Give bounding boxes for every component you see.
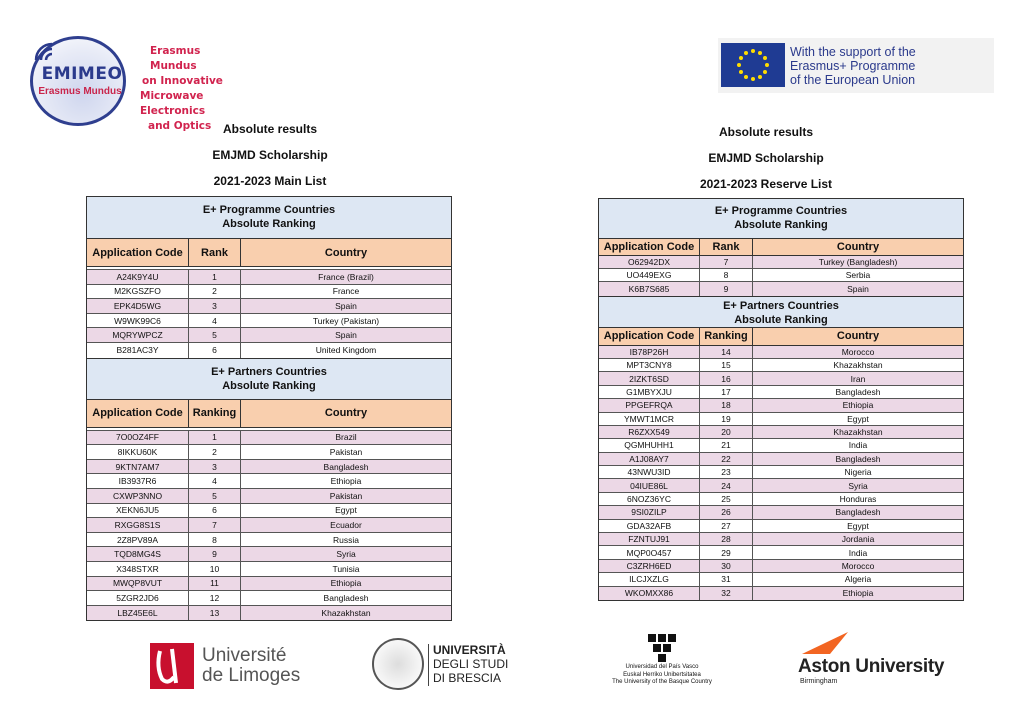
section-title: E+ Programme Countries bbox=[714, 205, 848, 217]
table-row bbox=[87, 328, 451, 343]
cell-country: Bangladesh bbox=[240, 460, 451, 474]
cell-rank: 6 bbox=[188, 504, 240, 518]
cell-rank: 27 bbox=[699, 520, 752, 532]
table-row bbox=[87, 431, 451, 446]
cell-application-code: M2KGSZFO bbox=[114, 286, 161, 297]
aston-logo-text: Aston University bbox=[798, 656, 945, 677]
col-rank: Rank bbox=[188, 239, 240, 266]
cell-rank: 2 bbox=[188, 445, 240, 459]
table-row bbox=[599, 346, 963, 359]
cell-rank: 5 bbox=[188, 489, 240, 503]
cell-country: Jordania bbox=[752, 533, 963, 545]
cell-application-code: MQP0O457 bbox=[626, 547, 672, 558]
cell-rank: 14 bbox=[699, 346, 752, 358]
aston-logo-sub: Birmingham bbox=[800, 678, 838, 685]
col-country: Country bbox=[240, 400, 451, 427]
cell-application-code: C3ZRH6ED bbox=[626, 561, 672, 571]
table-row bbox=[87, 533, 451, 548]
programme-rows bbox=[599, 256, 963, 296]
table-row bbox=[87, 518, 451, 533]
eu-line: Erasmus+ Programme bbox=[790, 59, 916, 73]
table-row bbox=[87, 591, 451, 606]
reserve-list-table bbox=[598, 198, 964, 601]
cell-application-code: W9WK99C6 bbox=[114, 315, 161, 326]
left-heading-line3: 2021-2023 Main List bbox=[213, 174, 327, 188]
cell-country: Morocco bbox=[752, 560, 963, 572]
table-row bbox=[599, 386, 963, 399]
table-row bbox=[599, 506, 963, 519]
cell-application-code: 04IUE86L bbox=[630, 480, 668, 491]
table-row bbox=[599, 466, 963, 479]
section-title: E+ Partners Countries bbox=[723, 299, 839, 312]
cell-application-code: 8IKKU60K bbox=[117, 446, 158, 457]
cell-country: India bbox=[752, 439, 963, 451]
emimeo-logo bbox=[28, 34, 133, 129]
cell-country: Serbia bbox=[752, 269, 963, 281]
partners-column-header bbox=[87, 400, 451, 428]
main-list-table bbox=[86, 196, 452, 621]
cell-rank: 1 bbox=[188, 270, 240, 284]
cell-country: Egypt bbox=[752, 413, 963, 425]
cell-rank: 4 bbox=[188, 474, 240, 488]
table-row bbox=[599, 413, 963, 426]
cell-country: Khazakhstan bbox=[752, 426, 963, 438]
section-subtitle: Absolute Ranking bbox=[222, 379, 316, 392]
table-row bbox=[599, 560, 963, 573]
cell-application-code: 9SI0ZILP bbox=[631, 507, 667, 518]
cell-country: Ethiopia bbox=[240, 577, 451, 591]
cell-country: Tunisia bbox=[240, 562, 451, 576]
cell-rank: 15 bbox=[699, 359, 752, 371]
col-country: Country bbox=[752, 239, 963, 255]
cell-country: Algeria bbox=[752, 573, 963, 585]
cell-rank: 3 bbox=[188, 460, 240, 474]
col-rank: Rank bbox=[699, 239, 752, 255]
eu-support-text bbox=[790, 45, 990, 87]
section-title: E+ Partners Countries bbox=[211, 365, 327, 378]
cell-country: Honduras bbox=[752, 493, 963, 505]
col-application-code: Application Code bbox=[92, 407, 183, 420]
table-row bbox=[87, 474, 451, 489]
tagline-line: on Innovative bbox=[142, 75, 223, 87]
cell-country: Turkey (Pakistan) bbox=[240, 314, 451, 328]
table-row bbox=[599, 453, 963, 466]
cell-rank: 9 bbox=[188, 547, 240, 561]
table-row bbox=[87, 606, 451, 621]
cell-country: Pakistan bbox=[240, 445, 451, 459]
cell-application-code: GDA32AFB bbox=[626, 520, 672, 531]
limoges-logo-text bbox=[202, 646, 300, 686]
cell-country: Ecuador bbox=[240, 518, 451, 532]
cell-application-code: 2Z8PV89A bbox=[116, 534, 159, 545]
cell-rank: 5 bbox=[188, 328, 240, 342]
table-row bbox=[87, 314, 451, 329]
col-ranking: Ranking bbox=[699, 328, 752, 345]
cell-rank: 3 bbox=[188, 299, 240, 313]
limoges-logo-icon bbox=[150, 643, 194, 689]
table-row bbox=[599, 479, 963, 492]
cell-rank: 26 bbox=[699, 506, 752, 518]
table-row bbox=[87, 445, 451, 460]
cell-application-code: XEKN6JU5 bbox=[116, 505, 159, 516]
table-row bbox=[87, 562, 451, 577]
cell-country: Syria bbox=[752, 479, 963, 491]
cell-rank: 9 bbox=[699, 282, 752, 295]
upv-logo-icon bbox=[646, 632, 678, 662]
tagline-line: Erasmus Mundus bbox=[150, 45, 201, 72]
table-row bbox=[599, 269, 963, 282]
cell-application-code: 6NOZ36YC bbox=[627, 494, 671, 505]
cell-application-code: 2IZKT6SD bbox=[629, 373, 669, 384]
brescia-seal-icon bbox=[372, 638, 424, 690]
table-row bbox=[87, 343, 451, 358]
cell-application-code: A1J08AY7 bbox=[629, 453, 669, 464]
table-row bbox=[599, 573, 963, 586]
cell-country: Turkey (Bangladesh) bbox=[752, 256, 963, 268]
cell-application-code: 9KTN7AM7 bbox=[115, 461, 160, 472]
section-subtitle: Absolute Ranking bbox=[734, 219, 828, 231]
cell-rank: 10 bbox=[188, 562, 240, 576]
eu-line: With the support of the bbox=[790, 45, 916, 59]
emimeo-logo-sub: Erasmus Mundus bbox=[38, 86, 122, 97]
table-row bbox=[599, 359, 963, 372]
cell-rank: 13 bbox=[188, 606, 240, 621]
brescia-line: DI BRESCIA bbox=[433, 671, 502, 685]
cell-application-code: R6ZXX549 bbox=[628, 427, 670, 438]
table-row bbox=[599, 426, 963, 439]
brescia-divider bbox=[428, 644, 429, 686]
tagline-line: Electronics bbox=[140, 105, 206, 117]
cell-country: France bbox=[240, 285, 451, 299]
limoges-line: Université bbox=[202, 645, 287, 666]
upv-logo-text bbox=[600, 664, 724, 687]
cell-country: Russia bbox=[240, 533, 451, 547]
cell-application-code: RXGG8S1S bbox=[114, 519, 161, 530]
cell-rank: 28 bbox=[699, 533, 752, 545]
cell-country: Egypt bbox=[752, 520, 963, 532]
cell-application-code: K6B7S685 bbox=[628, 283, 670, 294]
table-row bbox=[599, 493, 963, 506]
cell-rank: 29 bbox=[699, 546, 752, 558]
cell-country: Egypt bbox=[240, 504, 451, 518]
cell-country: Spain bbox=[240, 299, 451, 313]
cell-application-code: PPGEFRQA bbox=[625, 400, 673, 411]
cell-country: Syria bbox=[240, 547, 451, 561]
limoges-line: de Limoges bbox=[202, 665, 301, 686]
table-row bbox=[87, 270, 451, 285]
programme-column-header bbox=[87, 239, 451, 267]
cell-rank: 20 bbox=[699, 426, 752, 438]
cell-rank: 6 bbox=[188, 343, 240, 358]
section-title: E+ Programme Countries bbox=[202, 204, 336, 216]
cell-country: Pakistan bbox=[240, 489, 451, 503]
table-row bbox=[599, 282, 963, 295]
cell-application-code: YMWT1MCR bbox=[623, 413, 675, 424]
cell-application-code: MQRYWPCZ bbox=[112, 330, 163, 341]
table-row bbox=[87, 504, 451, 519]
table-row bbox=[87, 577, 451, 592]
cell-application-code: IB3937R6 bbox=[118, 476, 157, 487]
programme-section-header bbox=[599, 199, 963, 239]
table-row bbox=[87, 299, 451, 314]
cell-application-code: EPK4D5WG bbox=[113, 300, 162, 311]
upv-line: Universidad del País Vasco bbox=[625, 664, 699, 670]
cell-country: Brazil bbox=[240, 431, 451, 445]
brescia-logo-text bbox=[433, 643, 508, 685]
table-row bbox=[87, 489, 451, 504]
cell-rank: 12 bbox=[188, 591, 240, 605]
cell-country: United Kingdom bbox=[240, 343, 451, 358]
cell-country: Spain bbox=[240, 328, 451, 342]
cell-application-code: O62942DX bbox=[627, 257, 671, 268]
brescia-line: DEGLI STUDI bbox=[433, 657, 509, 671]
cell-application-code: UO449EXG bbox=[626, 270, 672, 281]
right-heading-line2: EMJMD Scholarship bbox=[708, 151, 824, 165]
section-subtitle: Absolute Ranking bbox=[734, 313, 828, 326]
eu-flag-icon bbox=[721, 43, 785, 87]
cell-rank: 32 bbox=[699, 587, 752, 600]
cell-application-code: X348STXR bbox=[116, 563, 159, 574]
cell-country: Ethiopia bbox=[752, 399, 963, 411]
cell-country: Iran bbox=[752, 372, 963, 384]
partners-rows bbox=[599, 346, 963, 600]
cell-application-code: A24K9Y4U bbox=[116, 271, 159, 282]
table-row bbox=[599, 372, 963, 385]
table-row bbox=[599, 439, 963, 452]
cell-rank: 23 bbox=[699, 466, 752, 478]
table-row bbox=[599, 256, 963, 269]
cell-rank: 7 bbox=[699, 256, 752, 268]
partners-column-header bbox=[599, 328, 963, 346]
cell-rank: 8 bbox=[188, 533, 240, 547]
cell-rank: 25 bbox=[699, 493, 752, 505]
table-row bbox=[87, 285, 451, 300]
cell-country: Morocco bbox=[752, 346, 963, 358]
cell-application-code: G1MBYXJU bbox=[626, 386, 672, 397]
cell-rank: 30 bbox=[699, 560, 752, 572]
programme-rows bbox=[87, 270, 451, 358]
programme-column-header bbox=[599, 239, 963, 256]
cell-application-code: LBZ45E6L bbox=[117, 607, 158, 618]
cell-country: Bangladesh bbox=[752, 453, 963, 465]
cell-country: Ethiopia bbox=[240, 474, 451, 488]
table-row bbox=[599, 546, 963, 559]
cell-rank: 17 bbox=[699, 386, 752, 398]
section-subtitle: Absolute Ranking bbox=[222, 218, 316, 230]
table-row bbox=[87, 547, 451, 562]
cell-country: India bbox=[752, 546, 963, 558]
col-country: Country bbox=[752, 328, 963, 345]
table-row bbox=[599, 520, 963, 533]
cell-rank: 21 bbox=[699, 439, 752, 451]
cell-country: France (Brazil) bbox=[240, 270, 451, 284]
cell-country: Spain bbox=[752, 282, 963, 295]
eu-support-banner bbox=[718, 38, 994, 93]
cell-application-code: FZNTUJ91 bbox=[628, 534, 670, 545]
cell-rank: 16 bbox=[699, 372, 752, 384]
cell-rank: 19 bbox=[699, 413, 752, 425]
cell-application-code: WKOMXX86 bbox=[624, 588, 674, 599]
table-row bbox=[599, 587, 963, 600]
col-country: Country bbox=[240, 239, 451, 266]
col-ranking: Ranking bbox=[188, 400, 240, 427]
cell-application-code: 7O0OZ4FF bbox=[116, 432, 159, 443]
col-application-code: Application Code bbox=[603, 241, 695, 253]
cell-country: Bangladesh bbox=[752, 506, 963, 518]
tagline-line: and Optics bbox=[148, 120, 212, 132]
partners-section-header bbox=[599, 296, 963, 328]
right-heading-line1: Absolute results bbox=[718, 125, 814, 139]
brescia-line: UNIVERSITÀ bbox=[433, 643, 506, 657]
tagline-line: Microwave bbox=[140, 90, 204, 102]
partners-section-header bbox=[87, 358, 451, 400]
cell-application-code: 43NWU3ID bbox=[627, 467, 671, 478]
table-row bbox=[87, 460, 451, 475]
emimeo-tagline bbox=[140, 44, 240, 134]
right-heading-line3: 2021-2023 Reserve List bbox=[699, 177, 833, 191]
cell-application-code: 5ZGR2JD6 bbox=[116, 592, 159, 603]
aston-logo-icon bbox=[800, 630, 850, 656]
cell-application-code: MPT3CNY8 bbox=[626, 360, 672, 371]
cell-application-code: IB78P26H bbox=[629, 346, 669, 357]
cell-rank: 7 bbox=[188, 518, 240, 532]
emimeo-logo-title: EMIMEO bbox=[41, 64, 123, 84]
left-heading-line1: Absolute results bbox=[222, 122, 318, 136]
cell-rank: 4 bbox=[188, 314, 240, 328]
cell-rank: 8 bbox=[699, 269, 752, 281]
left-heading-line2: EMJMD Scholarship bbox=[212, 148, 328, 162]
cell-application-code: MWQP8VUT bbox=[112, 578, 163, 589]
cell-country: Bangladesh bbox=[752, 386, 963, 398]
cell-rank: 31 bbox=[699, 573, 752, 585]
cell-country: Ethiopia bbox=[752, 587, 963, 600]
cell-application-code: B281AC3Y bbox=[116, 345, 159, 356]
table-row bbox=[599, 533, 963, 546]
col-application-code: Application Code bbox=[603, 330, 695, 343]
cell-rank: 18 bbox=[699, 399, 752, 411]
cell-rank: 24 bbox=[699, 479, 752, 491]
cell-rank: 22 bbox=[699, 453, 752, 465]
cell-country: Khazakhstan bbox=[752, 359, 963, 371]
cell-application-code: QGMHUHH1 bbox=[624, 440, 674, 451]
cell-application-code: ILCJXZLG bbox=[629, 574, 669, 585]
cell-application-code: TQD8MG4S bbox=[114, 549, 161, 560]
cell-rank: 1 bbox=[188, 431, 240, 445]
programme-section-header bbox=[87, 197, 451, 239]
cell-application-code: CXWP3NNO bbox=[112, 490, 163, 501]
cell-rank: 2 bbox=[188, 285, 240, 299]
table-row bbox=[599, 399, 963, 412]
upv-line: Euskal Herriko Unibertsitatea bbox=[623, 671, 701, 678]
partners-rows bbox=[87, 431, 451, 621]
cell-rank: 11 bbox=[188, 577, 240, 591]
eu-line: of the European Union bbox=[790, 73, 916, 87]
cell-country: Bangladesh bbox=[240, 591, 451, 605]
col-application-code: Application Code bbox=[92, 246, 183, 259]
upv-line: The University of the Basque Country bbox=[612, 679, 712, 685]
cell-country: Khazakhstan bbox=[240, 606, 451, 621]
cell-country: Nigeria bbox=[752, 466, 963, 478]
